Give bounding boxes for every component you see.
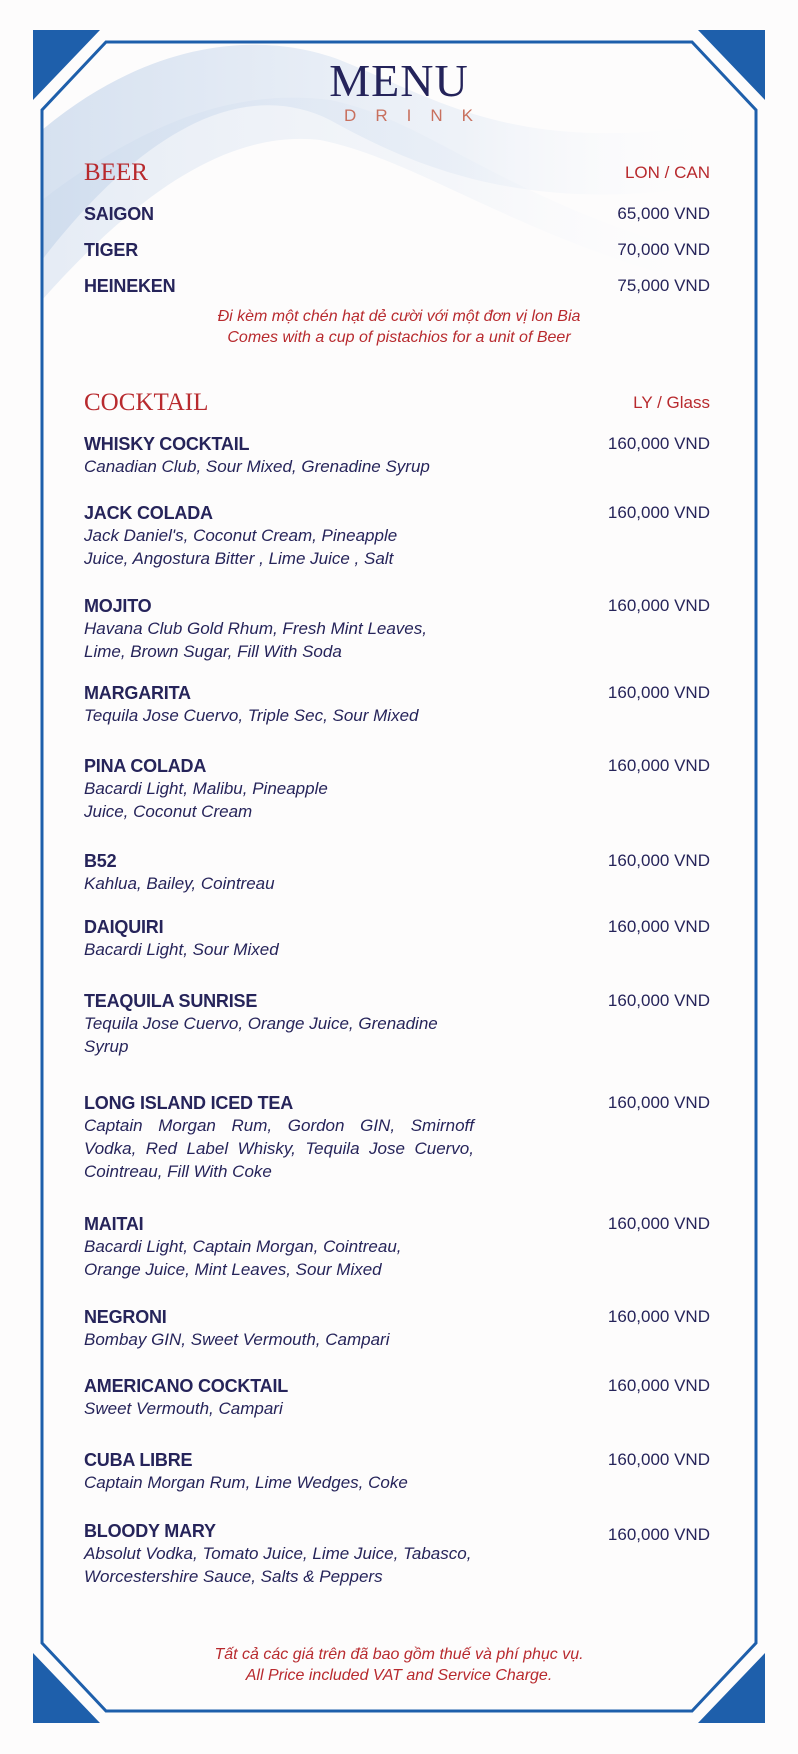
cocktail-section-header <box>84 390 710 420</box>
cocktail-item <box>84 990 710 1058</box>
beer-section-header <box>84 160 710 190</box>
item-description: Absolut Vodka, Tomato Juice, Lime Juice, Tabasco, Worcestershire Sauce, Salts & Peppers <box>84 1544 472 1586</box>
item-price: 160,000 VND <box>607 1093 710 1112</box>
cocktail-item <box>84 682 710 727</box>
item-description: Tequila Jose Cuervo, Triple Sec, Sour Mixed <box>84 706 419 725</box>
cocktail-item <box>84 595 710 663</box>
item-name: BLOODY MARY <box>84 1521 216 1541</box>
beer-section-title: BEER <box>84 159 148 186</box>
item-name: MAITAI <box>84 1214 144 1234</box>
item-price: 65,000 VND <box>617 204 710 223</box>
item-description: Havana Club Gold Rhum, Fresh Mint Leaves, Lime, Brown Sugar, Fill With Soda <box>84 619 427 661</box>
footer-note-vi: Tất cả các giá trên đã bao gồm thuế và phí phục vụ. <box>214 1646 584 1663</box>
item-name: JACK COLADA <box>84 503 213 523</box>
item-name: B52 <box>84 851 117 871</box>
item-price: 160,000 VND <box>607 756 710 775</box>
cocktail-item <box>84 502 710 570</box>
cocktail-item <box>84 1213 710 1281</box>
item-price: 160,000 VND <box>607 1376 710 1395</box>
item-name: TEAQUILA SUNRISE <box>84 991 258 1011</box>
cocktail-item <box>84 1520 710 1588</box>
beer-item <box>84 239 710 261</box>
cocktail-section-title: COCKTAIL <box>84 389 209 416</box>
cocktail-unit-label: LY / Glass <box>633 393 710 412</box>
item-description: Tequila Jose Cuervo, Orange Juice, Grenadine Syrup <box>84 1014 438 1056</box>
item-name: PINA COLADA <box>84 756 207 776</box>
menu-subtitle: DRINK <box>344 106 492 125</box>
item-name: SAIGON <box>84 204 154 224</box>
item-name: TIGER <box>84 240 139 260</box>
beer-item <box>84 275 710 297</box>
footer-note-en: All Price included VAT and Service Charge. <box>245 1667 553 1684</box>
item-name: HEINEKEN <box>84 276 176 296</box>
item-description: Canadian Club, Sour Mixed, Grenadine Syrup <box>84 457 430 476</box>
item-price: 160,000 VND <box>607 991 710 1010</box>
item-name: MOJITO <box>84 596 152 616</box>
cocktail-item <box>84 755 710 823</box>
item-price: 160,000 VND <box>607 596 710 615</box>
cocktail-item <box>84 850 710 895</box>
item-name: NEGRONI <box>84 1307 167 1327</box>
beer-note <box>0 306 798 348</box>
beer-unit-label: LON / CAN <box>624 163 710 182</box>
item-price: 160,000 VND <box>607 503 710 522</box>
item-name: DAIQUIRI <box>84 917 164 937</box>
item-price: 160,000 VND <box>607 683 710 702</box>
cocktail-item <box>84 916 710 961</box>
beer-item <box>84 203 710 225</box>
item-description: Captain Morgan Rum, Gordon GIN, Smirnoff Vodka, Red Label Whisky, Tequila Jose Cuervo, Cointreau, Fill With Coke <box>84 1116 474 1181</box>
item-name: WHISKY COCKTAIL <box>84 434 250 454</box>
item-price: 160,000 VND <box>607 434 710 453</box>
cocktail-item <box>84 1449 710 1494</box>
item-price: 160,000 VND <box>607 1450 710 1469</box>
beer-note-vi: Đi kèm một chén hạt dẻ cười với một đơn vị lon Bia <box>217 308 581 325</box>
item-description: Bacardi Light, Malibu, Pineapple Juice, Coconut Cream <box>84 779 328 821</box>
item-price: 160,000 VND <box>607 917 710 936</box>
item-price: 160,000 VND <box>607 1525 710 1544</box>
item-description: Captain Morgan Rum, Lime Wedges, Coke <box>84 1473 408 1492</box>
item-description: Bacardi Light, Captain Morgan, Cointreau, Orange Juice, Mint Leaves, Sour Mixed <box>84 1237 402 1279</box>
item-name: LONG ISLAND ICED TEA <box>84 1093 294 1113</box>
menu-title: MENU <box>329 55 469 106</box>
item-description: Sweet Vermouth, Campari <box>84 1399 283 1418</box>
item-description: Jack Daniel's, Coconut Cream, Pineapple Juice, Angostura Bitter , Lime Juice , Salt <box>84 526 398 568</box>
cocktail-item <box>84 1306 710 1351</box>
cocktail-item <box>84 1375 710 1420</box>
item-name: MARGARITA <box>84 683 191 703</box>
cocktail-item <box>84 433 710 478</box>
item-price: 70,000 VND <box>617 240 710 259</box>
footer-note <box>0 1644 798 1686</box>
item-description: Kahlua, Bailey, Cointreau <box>84 874 275 893</box>
item-name: AMERICANO COCKTAIL <box>84 1376 289 1396</box>
item-price: 160,000 VND <box>607 1214 710 1233</box>
item-price: 160,000 VND <box>607 851 710 870</box>
item-name: CUBA LIBRE <box>84 1450 193 1470</box>
beer-note-en: Comes with a cup of pistachios for a unit of Beer <box>227 329 571 346</box>
cocktail-item <box>84 1092 710 1183</box>
item-price: 160,000 VND <box>607 1307 710 1326</box>
item-description: Bombay GIN, Sweet Vermouth, Campari <box>84 1330 390 1349</box>
item-price: 75,000 VND <box>617 276 710 295</box>
item-description: Bacardi Light, Sour Mixed <box>84 940 279 959</box>
